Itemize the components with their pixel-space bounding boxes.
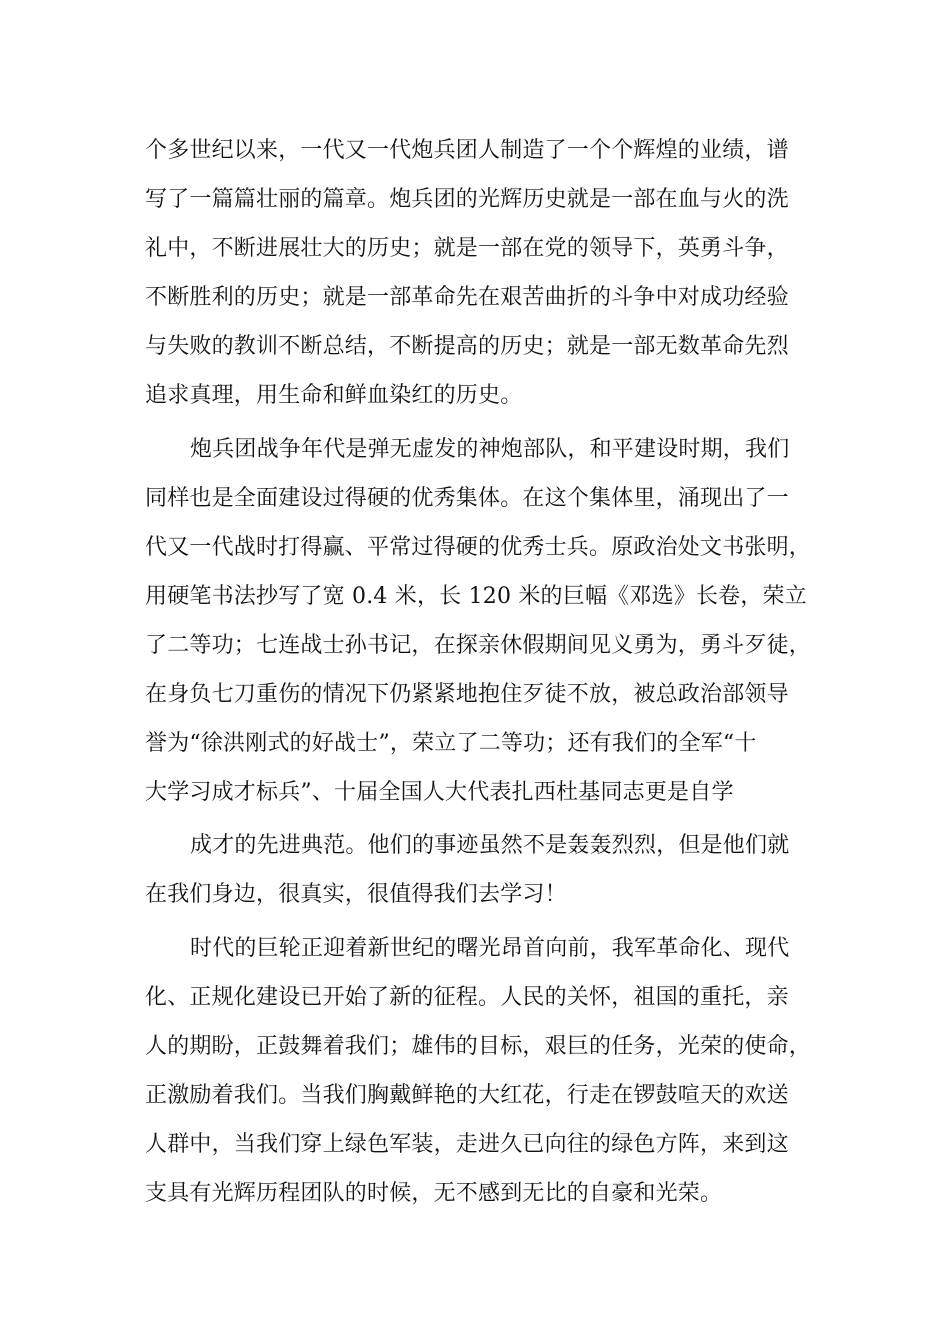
text-line: 与失败的教训不断总结，不断提高的历史；就是一部无数革命先烈 xyxy=(145,334,789,359)
text-line: 写了一篇篇壮丽的篇章。炮兵团的光辉历史就是一部在血与火的洗 xyxy=(145,187,789,212)
text-line: 炮兵团战争年代是弹无虚发的神炮部队，和平建设时期，我们 xyxy=(190,437,790,462)
text-line: 化、正规化建设已开始了新的征程。人民的关怀，祖国的重托，亲 xyxy=(145,985,789,1010)
text-line: 代又一代战时打得赢、平常过得硬的优秀士兵。原政治处文书张明， xyxy=(145,535,812,560)
text-line: 礼中，不断进展壮大的历史；就是一部在党的领导下，英勇斗争， xyxy=(145,236,789,261)
text-line: 支具有光辉历程团队的时候，无不感到无比的自豪和光荣。 xyxy=(145,1181,723,1206)
text-line: 个多世纪以来，一代又一代炮兵团人制造了一个个辉煌的业绩，谱 xyxy=(145,138,789,163)
text-line: 追求真理，用生命和鲜血染红的历史。 xyxy=(145,383,523,408)
text-line: 人群中，当我们穿上绿色军装，走进久已向往的绿色方阵，来到这 xyxy=(145,1132,789,1157)
text-line: 成才的先进典范。他们的事迹虽然不是轰轰烈烈，但是他们就 xyxy=(190,833,790,858)
text-line: 誉为“徐洪刚式的好战士”，荣立了二等功；还有我们的全军“十 xyxy=(145,731,757,756)
text-line: 在身负七刀重伤的情况下仍紧紧地抱住歹徒不放，被总政治部领导 xyxy=(145,682,789,707)
text-line: 正激励着我们。当我们胸戴鲜艳的大红花，行走在锣鼓喧天的欢送 xyxy=(145,1083,789,1108)
text-line: 人的期盼，正鼓舞着我们；雄伟的目标，艰巨的任务，光荣的使命， xyxy=(145,1034,812,1059)
text-line: 用硬笔书法抄写了宽 0.4 米，长 120 米的巨幅《邓选》长卷，荣立 xyxy=(145,584,807,609)
text-line: 同样也是全面建设过得硬的优秀集体。在这个集体里，涌现出了一 xyxy=(145,486,789,511)
text-line: 在我们身边，很真实，很值得我们去学习！ xyxy=(145,882,567,907)
text-line: 大学习成才标兵”、十届全国人大代表扎西杜基同志更是自学 xyxy=(145,780,734,805)
text-line: 时代的巨轮正迎着新世纪的曙光昂首向前，我军革命化、现代 xyxy=(190,936,790,961)
text-line: 了二等功；七连战士孙书记，在探亲休假期间见义勇为，勇斗歹徒， xyxy=(145,633,812,658)
text-line: 不断胜利的历史；就是一部革命先在艰苦曲折的斗争中对成功经验 xyxy=(145,285,789,310)
